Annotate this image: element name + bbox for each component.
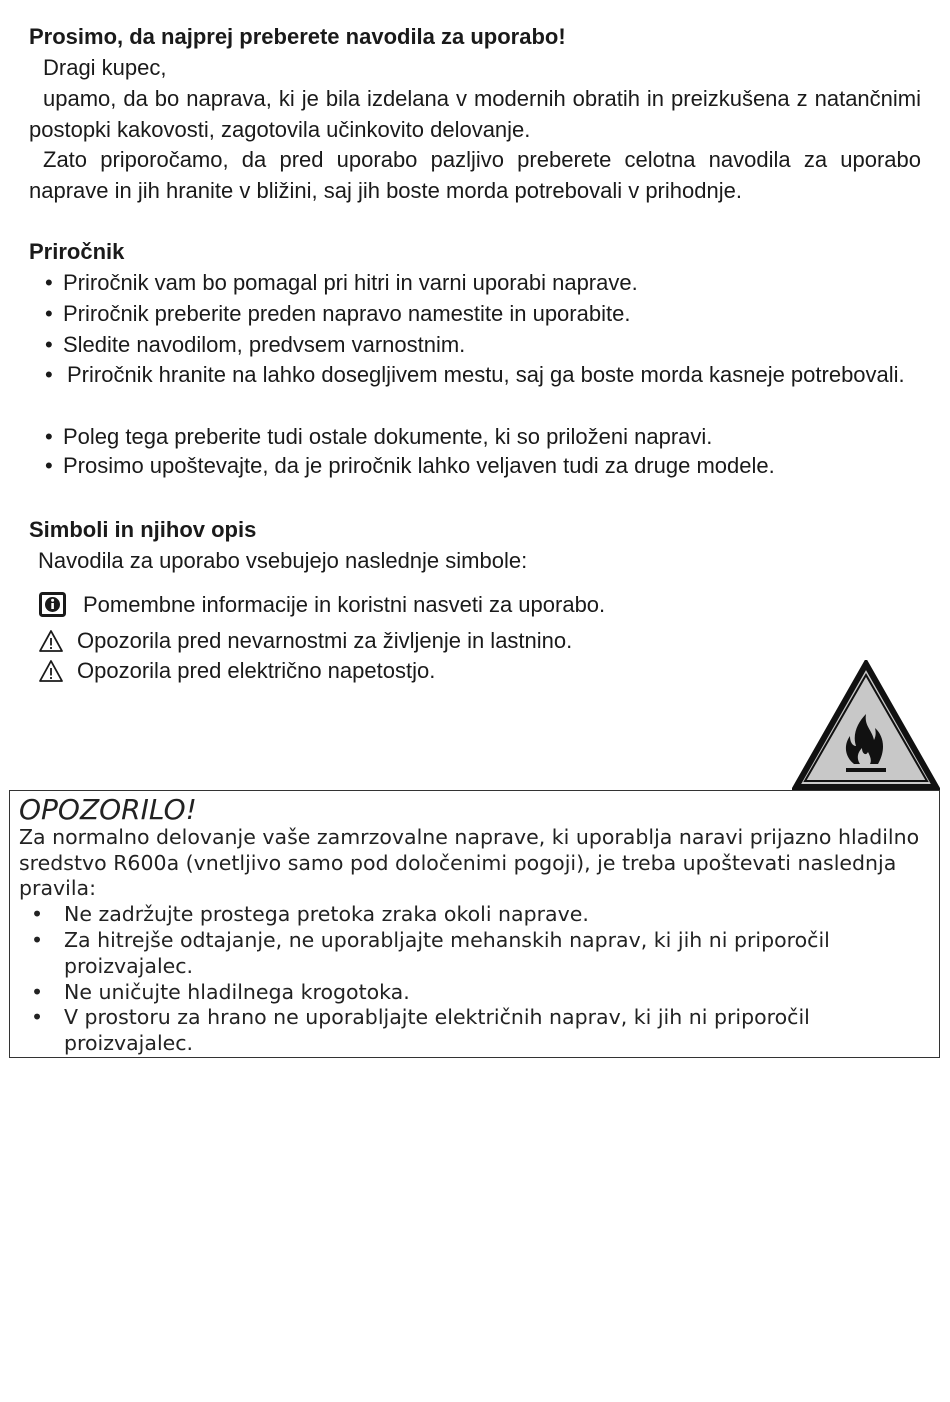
warning-item: • V prostoru za hrano ne uporabljajte električnih naprav, ki jih ni priporočil proizvajalec.: [31, 1005, 810, 1055]
bullet-dot: •: [31, 980, 44, 1004]
symbol-row-electric: [38, 656, 435, 686]
manual-item: • Sledite navodilom, predvsem varnostnim.: [29, 330, 921, 361]
bullet-dot: •: [31, 928, 44, 952]
symbol-text-electric: Opozorila pred električno napetostjo.: [77, 658, 436, 683]
warning-text: Za normalno delovanje vaše zamrzovalne naprave, ki uporablja naravi prijazno hladilno sredstvo R600a (vnetljivo samo pod določenimi pogoji), je treba upoštevati naslednja pravila:: [19, 825, 920, 901]
symbol-row-danger: [38, 626, 572, 656]
intro-heading: Prosimo, da najprej preberete navodila za uporabo!: [29, 24, 566, 49]
manual-heading: Priročnik: [29, 239, 125, 264]
manual-item: • Priročnik preberite preden napravo namestite in uporabite.: [29, 299, 921, 330]
symbols-intro: Navodila za uporabo vsebujejo naslednje simbole:: [38, 548, 528, 573]
intro-paragraph-2: Zato priporočamo, da pred uporabo pazljivo preberete celotna navodila za uporabo naprave in jih hranite v bližini, saj jih boste morda potrebovali v prihodnje.: [29, 147, 921, 203]
warning-triangle-icon: [38, 659, 64, 683]
warning-triangle-icon: [38, 629, 64, 653]
warning-item: • Za hitrejše odtajanje, ne uporabljajte mehanskih naprav, ki jih ni priporočil proizvajalec.: [31, 928, 830, 978]
greeting: Dragi kupec,: [43, 55, 167, 80]
manual-item: • Poleg tega preberite tudi ostale dokumente, ki so priloženi napravi.: [29, 422, 921, 453]
symbols-heading: Simboli in njihov opis: [29, 517, 257, 542]
symbol-text-info: Pomembne informacije in koristni nasveti za uporabo.: [83, 592, 606, 617]
flammable-warning-icon: [792, 660, 940, 792]
warning-item: • Ne uničujte hladilnega krogotoka.: [31, 980, 410, 1004]
warning-title: OPOZORILO!: [19, 793, 197, 826]
manual-item: • Prosimo upoštevajte, da je priročnik lahko veljaven tudi za druge modele.: [29, 451, 921, 482]
intro-paragraph-1: upamo, da bo naprava, ki je bila izdelana v modernih obratih in preizkušena z natančnimi postopki kakovosti, zagotovila učinkovito delovanje.: [29, 86, 921, 142]
warning-item: • Ne zadržujte prostega pretoka zraka okoli naprave.: [31, 902, 589, 926]
info-icon: [39, 592, 67, 618]
symbol-row-info: [39, 590, 605, 620]
bullet-dot: •: [31, 1005, 44, 1029]
warning-box: [9, 790, 940, 1058]
symbol-text-danger: Opozorila pred nevarnostmi za življenje in lastnino.: [77, 628, 573, 653]
manual-item: • Priročnik vam bo pomagal pri hitri in varni uporabi naprave.: [29, 268, 921, 299]
manual-item: • Priročnik hranite na lahko dosegljivem mestu, saj ga boste morda kasneje potrebovali.: [45, 362, 905, 387]
bullet-dot: •: [31, 902, 44, 926]
